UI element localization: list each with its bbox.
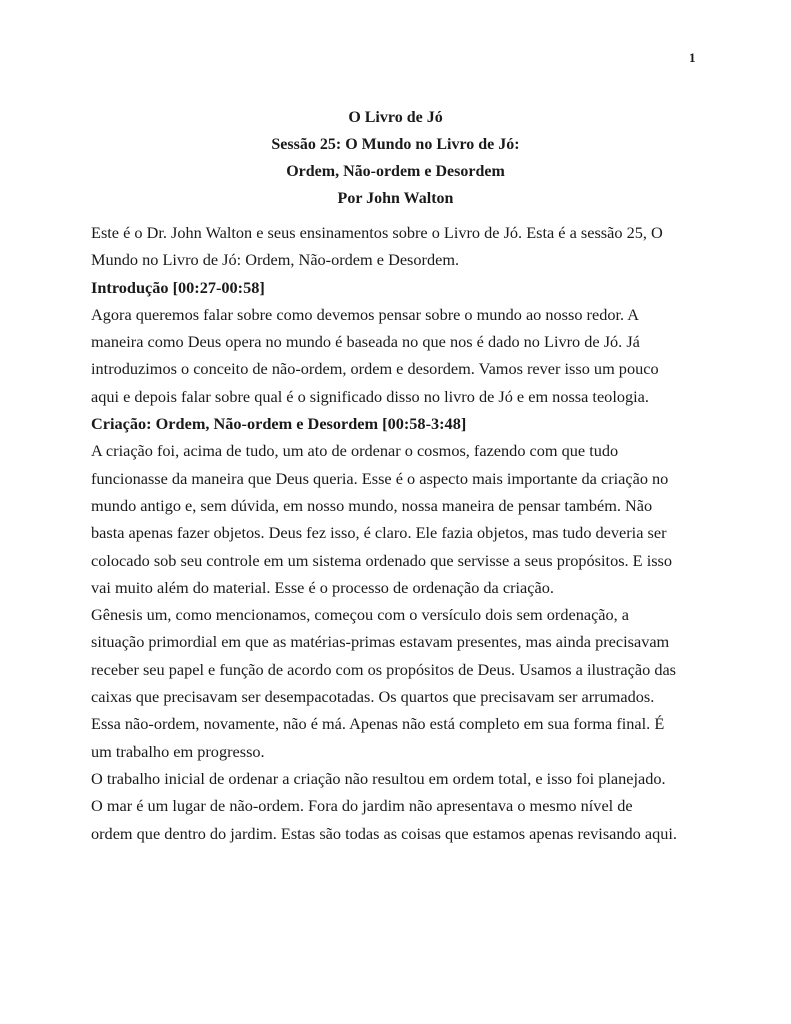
paragraph-line: introduzimos o conceito de não-ordem, ordem e desordem. Vamos rever isso um pouco [91, 359, 659, 379]
paragraph-line: vai muito além do material. Esse é o processo de ordenação da criação. [91, 577, 554, 597]
paragraph-line: O mar é um lugar de não-ordem. Fora do jardim não apresentava o mesmo nível de [91, 796, 633, 816]
session-title: Sessão 25: O Mundo no Livro de Jó: [271, 136, 520, 153]
page-number: 1 [689, 50, 696, 65]
paragraph-line: ordem que dentro do jardim. Estas são todas as coisas que estamos apenas revisando aqui. [91, 823, 677, 843]
paragraph-line: Gênesis um, como mencionamos, começou com o versículo dois sem ordenação, a [91, 605, 630, 625]
paragraph-line: aqui e depois falar sobre qual é o significado disso no livro de Jó e em nossa teologia. [91, 386, 649, 406]
book-title: O Livro de Jó [348, 109, 443, 126]
title-block [0, 104, 791, 212]
session-subtitle: Ordem, Não-ordem e Desordem [286, 163, 505, 180]
paragraph-line: maneira como Deus opera no mundo é baseada no que nos é dado no Livro de Jó. Já [91, 332, 640, 352]
paragraph-line: receber seu papel e função de acordo com os propósitos de Deus. Usamos a ilustração das [91, 659, 677, 679]
paragraph-line: um trabalho em progresso. [91, 741, 265, 761]
section-heading-criacao: Criação: Ordem, Não-ordem e Desordem [00:58-3:48] [91, 414, 467, 434]
paragraph-line: funcionasse da maneira que Deus queria. Esse é o aspecto mais importante da criação no [91, 468, 669, 488]
paragraph-line: situação primordial em que as matérias-primas estavam presentes, mas ainda precisavam [91, 632, 670, 652]
document-body [91, 219, 711, 847]
paragraph-line: O trabalho inicial de ordenar a criação não resultou em ordem total, e isso foi planejado. [91, 768, 666, 788]
paragraph-line: Essa não-ordem, novamente, não é má. Apenas não está completo em sua forma final. É [91, 714, 665, 734]
author-line: Por John Walton [337, 190, 454, 207]
intro-line: Este é o Dr. John Walton e seus ensinamentos sobre o Livro de Jó. Esta é a sessão 25, O [91, 223, 663, 242]
paragraph-line: A criação foi, acima de tudo, um ato de ordenar o cosmos, fazendo com que tudo [91, 441, 619, 461]
paragraph-line: basta apenas fazer objetos. Deus fez isso, é claro. Ele fazia objetos, mas tudo deveria ser [91, 523, 667, 543]
paragraph-line: caixas que precisavam ser desempacotadas. Os quartos que precisavam ser arrumados. [91, 687, 655, 707]
paragraph-line: colocado sob seu controle em um sistema ordenado que servisse a seus propósitos. E isso [91, 550, 673, 570]
intro-line: Mundo no Livro de Jó: Ordem, Não-ordem e Desordem. [91, 250, 460, 270]
paragraph-line: Agora queremos falar sobre como devemos pensar sobre o mundo ao nosso redor. A [91, 304, 639, 324]
section-heading-introducao: Introdução [00:27-00:58] [91, 277, 265, 297]
paragraph-line: mundo antigo e, sem dúvida, em nosso mundo, nossa maneira de pensar também. Não [91, 495, 653, 515]
